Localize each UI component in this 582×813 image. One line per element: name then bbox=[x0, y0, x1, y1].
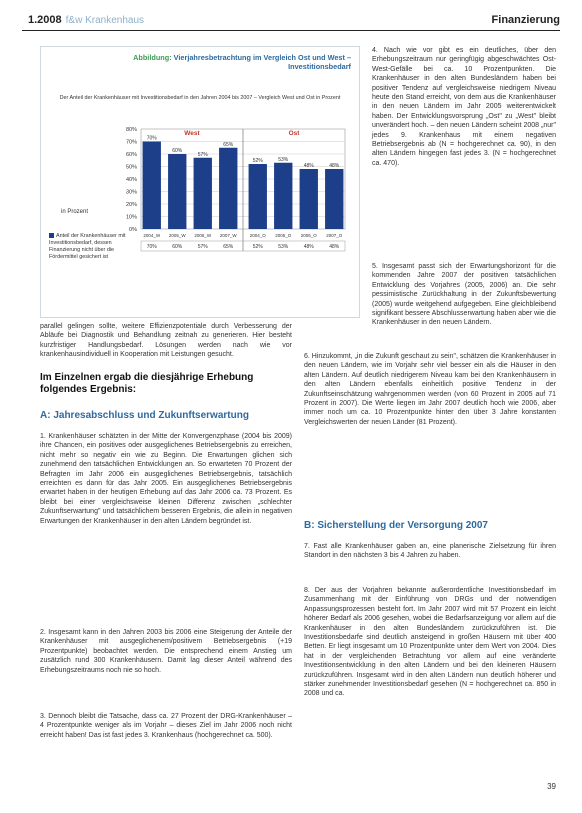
bar bbox=[219, 148, 237, 229]
paragraph-1: 1. Krankenhäuser schätzten in der Mitte der Konvergenzphase (2004 bis 2009) ihre Chancen, ein positives oder ausgeglichenes Betriebsergebnis zu erreichen, nicht mehr so negativ ein wie zu Beginn. Die Erwartungen glichen sich zunehmend den tatsächlichen Entwicklungen an. So erwarteten 70 Prozent der Befragten im Jahr 2006 ein ausgeglichenes Betriebsergebnis, tatsächlich erreichten es dann für das Jahr 2005. Ein ausgeglichenes Betriebsergebnis erwartet haben in der heutigen Erhebung auf das Jahr 2006 ca. 73 Prozent. Es bleibt bei einer vergleichsweise kleinen Differenz zwischen „schlechter Zukunftserwartung" und tatsächlichem besseren Ergebnis, die allein in negativen Erwartungen der Krankenhäuser in den alten Ländern begründet ist. bbox=[40, 433, 292, 525]
legend-swatch bbox=[49, 233, 54, 238]
bar bbox=[300, 169, 318, 229]
header-divider bbox=[22, 30, 560, 31]
y-tick-label: 20% bbox=[125, 202, 137, 208]
table-value: 57% bbox=[197, 244, 208, 250]
table-value: 60% bbox=[172, 244, 183, 250]
bar-value-label: 65% bbox=[223, 141, 234, 148]
bar bbox=[325, 169, 343, 229]
intro-paragraph: parallel gelingen sollte, weitere Effizienzpotentiale durch Verbesserung der Abläufe bei Diagnostik und Behandlung zeitnah zu generieren. Hier besteht kurzfristiger Handlungsbedarf. Lösungen werden nach wie vor krankenhausindividuell in Kooperation mit Leistungen gesucht. bbox=[40, 323, 292, 359]
y-tick-label: 0% bbox=[129, 227, 137, 233]
y-tick-label: 10% bbox=[125, 214, 137, 221]
bar-value-label: 53% bbox=[278, 156, 289, 163]
group-label-ost: Ost bbox=[288, 130, 300, 137]
table-value: 52% bbox=[252, 244, 263, 250]
bar bbox=[274, 163, 292, 229]
paragraph-6: 6. Hinzukommt, „in die Zukunft geschaut zu sein", schätzen die Krankenhäuser in den neuen Ländern, wie im Vorjahr sehr viel besser ein als die Häuser in den alten Ländern. Auf deutlich niedrigerem Niveau kam bei den Krankenhäusern in den alten Ländern ebenfalls einheitlich positive Tendenz in der Zukunftseinschätzung wahrgenommen werden (von 60 Prozent in 2005 auf 71 Prozent in 2007). Die Werte liegen im Jahr 2007 deutlich hoch wie 2006, aber immer noch um ca. 10 Prozentpunkte hinter den über 3 Jahre konstanten Vergleichswerten der neuen Länder (81 Prozent). bbox=[304, 353, 556, 426]
y-tick-label: 70% bbox=[125, 139, 137, 146]
x-tick-label: 2005_O bbox=[275, 233, 292, 238]
x-tick-label: 2007_W bbox=[219, 233, 237, 238]
paragraph-5: 5. Insgesamt passt sich der Erwartungshorizont für die kommenden Jahre 2007 der positiven tatsächlichen Entwicklung des Vorjahres (2005, 2006) an. Die sehr pessimistische Zurückhaltung in der Zukunftsbewertung (2005) wurde weitgehend aufgegeben. Eine gleichbleibend signifikant bessere Abschlusserwartung haben aber wie die Krankenhäuser in den neuen Ländern. bbox=[372, 263, 556, 327]
x-tick-label: 2006_O bbox=[300, 233, 317, 238]
paragraph-7: 7. Fast alle Krankenhäuser gaben an, eine planerische Zielsetzung für ihren Standort in den nächsten 3 bis 4 Jahren zu haben. bbox=[304, 543, 556, 560]
section-heading: Im Einzelnen ergab die diesjährige Erhebung folgendes Ergebnis: bbox=[40, 372, 254, 395]
paragraph-3: 3. Dennoch bleibt die Tatsache, dass ca. 27 Prozent der DRG-Krankenhäuser – 4 Prozentpunkte weniger als im Vorjahr – dieses Ziel im Jahr 2006 noch nicht erreicht haben! Das ist fast jedes 3. Krankenhaus (hochgerechnet ca. 500). bbox=[40, 713, 292, 739]
bar bbox=[143, 142, 161, 230]
bar-value-label: 57% bbox=[197, 151, 208, 158]
y-tick-label: 60% bbox=[125, 152, 137, 158]
brand-logo: f&w Krankenhaus bbox=[65, 15, 145, 26]
x-tick-label: 2006_W bbox=[194, 233, 212, 238]
bar-value-label: 70% bbox=[146, 135, 157, 142]
bar-chart bbox=[41, 47, 359, 317]
bar bbox=[249, 164, 267, 229]
bar bbox=[168, 154, 186, 229]
figure-caption-text: Vierjahresbetrachtung im Vergleich Ost und West – Investitionsbedarf bbox=[173, 53, 351, 71]
subheading-b: B: Sicherstellung der Versorgung 2007 bbox=[304, 520, 488, 531]
section-title: Finanzierung bbox=[491, 14, 560, 26]
table-value: 48% bbox=[329, 244, 340, 250]
table-value: 65% bbox=[223, 244, 234, 250]
table-value: 53% bbox=[278, 244, 289, 250]
page-number: 39 bbox=[547, 782, 556, 791]
table-value: 48% bbox=[303, 244, 314, 250]
issue-date bbox=[28, 14, 144, 26]
bar-value-label: 48% bbox=[329, 163, 340, 169]
y-tick-label: 50% bbox=[125, 164, 137, 171]
table-value: 70% bbox=[146, 244, 157, 250]
figure-subtitle: Der Anteil der Krankenhäuser mit Investitionsbedarf in den Jahren 2004 bis 2007 – Vergleich West und Ost in Prozent bbox=[59, 95, 341, 101]
legend-text: Anteil der Krankenhäuser mit Investitionsbedarf, dessen Finanzierung nicht über die Fördermittel gesichert ist bbox=[49, 233, 126, 260]
group-label-west: West bbox=[184, 130, 200, 137]
paragraph-4: 4. Nach wie vor gibt es ein deutliches, über den Erhebungszeitraum nur geringfügig abgeschwächtes Ost-West-Gefälle bei ca. 10 Prozentpunkten. Die Krankenhäuser in den alten Bundesländern haben bei positiver Tendenz auf vergleichsweise niedrigem Niveau heute den Stand erreicht, von dem aus die Krankenhäuser in den neuen Ländern im Jahr 2005 weiterentwickelt haben. Der Entwicklungsvorsprung „Ost" zu „West" bleibt unverändert hoch. – den neuen Ländern scheint 2008 „nur" jedes 9. Krankenhaus mit einem negativen Betriebsergebnis ab (N = hochgerechnet ca. 90), in den alten Ländern hingegen fast jedes 3. (N = hochgerechnet ca. 470). bbox=[372, 47, 556, 167]
bar-value-label: 48% bbox=[303, 163, 314, 169]
y-tick-label: 30% bbox=[125, 189, 137, 196]
issue-date-text: 1.2008 bbox=[28, 14, 62, 26]
figure-box bbox=[40, 46, 360, 318]
bar bbox=[194, 158, 212, 229]
y-axis-label: in Prozent bbox=[61, 209, 89, 215]
bar-value-label: 60% bbox=[172, 148, 183, 154]
y-tick-label: 40% bbox=[125, 177, 137, 183]
x-tick-label: 2004_W bbox=[143, 233, 161, 238]
x-tick-label: 2004_O bbox=[249, 233, 266, 238]
y-tick-label: 80% bbox=[125, 127, 137, 133]
x-tick-label: 2005_W bbox=[168, 233, 186, 238]
figure-label: Abbildung: bbox=[133, 53, 172, 62]
subheading-a: A: Jahresabschluss und Zukunftserwartung bbox=[40, 410, 249, 421]
paragraph-8: 8. Der aus der Vorjahren bekannte außerordentliche Investitionsbedarf im Zusammenhang mit der Einführung von DRGs und der notwendigen Anpassungsprozessen besteht fort. Im Jahr 2007 wird mit 57 Prozent ein leicht höherer Bedarf als 2006 gesehen, wobei die Bedarfsanzeigung vor allem auf die Krankenhäuser in den alten Bundesländern zurückzuführen ist. Die Investitionsbedarfe sind deutlich ansteigend in großen Häusern mit über 400 Betten. Er liegt insgesamt um 10 Prozentpunkte unter dem Wert von 2004. Dies hat in der vergleichenden Betrachtung vor allem auf eine veränderte Investitionsentwicklung in den alten Ländern und bei den kleineren Häusern zurückzuführen. Insgesamt wird in den alten Ländern nun deutlich höherer und stärker zunehmender Investitionsbedarf gesehen (N = hochgerechnet ca. 850 in 2008 und ca. bbox=[304, 587, 556, 698]
paragraph-2: 2. Insgesamt kann in den Jahren 2003 bis 2006 eine Steigerung der Anteile der Krankenhäuser mit ausgeglichenem/positivem Betriebsergebnis (+19 Prozentpunkte) beobachtet werden. Die entsprechend einem Anstieg um zusätzlich rund 300 Krankenhäusern. Damit lag dieser Anteil während des Erhebungszeitraums noch nie so hoch. bbox=[40, 629, 292, 674]
chart-legend bbox=[49, 233, 133, 261]
x-tick-label: 2007_O bbox=[326, 233, 343, 238]
bar-value-label: 52% bbox=[252, 158, 263, 164]
